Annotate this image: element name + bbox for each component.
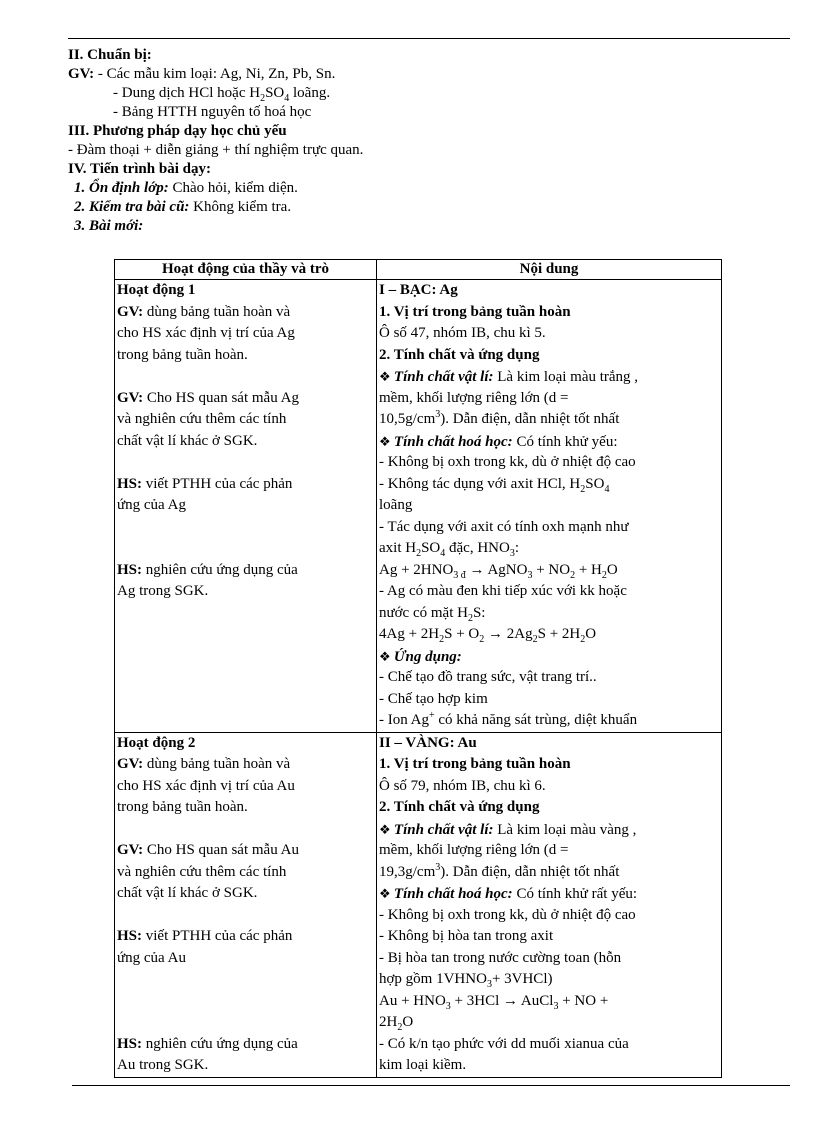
- text-run: + NO +: [558, 992, 609, 1009]
- cell-line: [117, 991, 374, 1013]
- text-run: loãng.: [289, 85, 331, 101]
- cell-line: [379, 538, 719, 560]
- text-run: chất vật lí khác ở SGK.: [117, 432, 258, 449]
- text-run: Có tính khử yếu:: [512, 433, 618, 450]
- cell-line: [379, 926, 719, 948]
- text-run: GV:: [68, 66, 98, 82]
- text-run: có khả năng sát trùng, diệt khuẩn: [434, 712, 638, 728]
- cell-line: [379, 560, 719, 582]
- text-run: dùng bảng tuần hoàn và: [143, 756, 291, 772]
- text-run: Tính chất hoá học:: [393, 433, 513, 450]
- text-run: Ứng dụng:: [393, 648, 462, 665]
- cell-line: [379, 797, 719, 819]
- text-run: - Chế tạo đồ trang sức, vật trang trí..: [379, 669, 597, 685]
- text-run: Chào hỏi, kiểm diện.: [168, 180, 298, 196]
- text-run: chất vật lí khác ở SGK.: [117, 885, 258, 901]
- text-run: O: [402, 1014, 414, 1030]
- cell-line: [379, 388, 719, 410]
- header-line: [68, 179, 788, 198]
- text-run: IV. Tiến trình bài dạy:: [68, 161, 211, 177]
- text-run: 2: [532, 634, 538, 645]
- table-row: [115, 280, 722, 733]
- text-run: 4Ag + 2H: [379, 626, 440, 642]
- text-run: - Bị hòa tan trong nước cường toan (hỗn: [379, 949, 622, 966]
- text-run: II – VÀNG: Au: [379, 734, 477, 751]
- cell-line: [379, 819, 719, 841]
- text-run: - Không bị oxh trong kk, dù ở nhiệt độ cao: [379, 906, 636, 923]
- text-run: +: [429, 710, 435, 721]
- cell-line: [117, 905, 374, 927]
- text-run: SO: [421, 540, 441, 556]
- text-run: GV:: [117, 303, 144, 320]
- text-run: + NO: [532, 561, 571, 578]
- cell-line: [379, 345, 719, 367]
- text-run: HS:: [117, 928, 143, 944]
- text-run: 3: [435, 409, 441, 420]
- text-run: kim loại kiềm.: [379, 1057, 467, 1073]
- text-run: Hoạt động 2: [117, 734, 196, 751]
- header-line: [68, 160, 788, 179]
- cell-line: [379, 689, 719, 711]
- cell-line: [379, 366, 719, 388]
- text-run: HS:: [117, 475, 143, 492]
- text-run: hợp gồm 1VHNO: [379, 971, 487, 987]
- text-run: 2. Tính chất và ứng dụng: [379, 346, 540, 363]
- header-line: [68, 84, 788, 103]
- cell-line: [379, 431, 719, 453]
- text-run: 2: [580, 483, 586, 495]
- text-run: nghiên cứu ứng dụng của: [142, 1035, 298, 1052]
- cell-line: [379, 302, 719, 324]
- text-run: viết PTHH của các phản: [142, 475, 293, 492]
- text-run: - Bảng HTTH nguyên tố hoá học: [113, 104, 312, 120]
- text-run: - Ion Ag: [379, 712, 429, 728]
- text-run: GV:: [117, 389, 144, 406]
- text-run: Cho HS quan sát mẫu Ag: [143, 389, 299, 406]
- text-run: 4: [284, 93, 290, 104]
- text-run: 3: [435, 861, 441, 873]
- text-run: cho HS xác định vị trí của Au: [117, 777, 295, 794]
- text-run: Ag trong SGK.: [117, 583, 209, 599]
- cell-line: [117, 495, 374, 517]
- text-run: 1. Vị trí trong bảng tuần hoàn: [379, 303, 571, 320]
- cell-line: [117, 452, 374, 474]
- text-run: - Tác dụng với axit có tính oxh mạnh như: [379, 518, 629, 535]
- cell-line: [379, 409, 719, 431]
- cell-line: [379, 1012, 719, 1034]
- text-run: đặc, HNO: [445, 540, 510, 556]
- text-run: S + 2H: [537, 626, 581, 642]
- col-header-content: Nội dung: [377, 260, 722, 280]
- text-run: 19,3g/cm: [379, 863, 436, 880]
- header-line: [68, 198, 788, 217]
- text-run: Là kim loại màu vàng ,: [493, 821, 637, 838]
- text-run: 2. Tính chất và ứng dụng: [379, 799, 540, 815]
- text-run: Không kiểm tra.: [189, 199, 292, 215]
- text-run: HS:: [117, 561, 143, 578]
- text-run: + 3VHCl): [491, 971, 553, 987]
- cell-line: [117, 862, 374, 884]
- cell-line: [117, 517, 374, 539]
- text-run: O: [606, 561, 618, 578]
- text-run: Au trong SGK.: [117, 1057, 209, 1073]
- text-run: 10,5g/cm: [379, 411, 436, 427]
- cell-line: [379, 862, 719, 884]
- cell-line: [117, 776, 374, 798]
- text-run: Tính chất hoá học:: [393, 886, 513, 902]
- text-run: 3 đ: [453, 569, 466, 581]
- col-header-activities: Hoạt động của thầy và trò: [115, 260, 377, 280]
- text-run: HS:: [117, 1035, 143, 1052]
- text-run: ứng của Ag: [117, 497, 186, 513]
- text-run: 2: [467, 612, 473, 624]
- cell-line: [117, 840, 374, 862]
- text-run: 4: [604, 483, 610, 495]
- text-run: và nghiên cứu thêm các tính: [117, 411, 287, 427]
- cell-line: [379, 624, 719, 646]
- header-line: [68, 122, 788, 141]
- cell-line: [379, 776, 719, 798]
- bottom-rule: [72, 1085, 790, 1086]
- cell-line: [117, 926, 374, 948]
- cell-line: [379, 474, 719, 496]
- text-run: I – BẠC: Ag: [379, 282, 458, 298]
- text-run: viết PTHH của các phản: [142, 928, 293, 944]
- cell-line: [379, 581, 719, 603]
- text-run: ). Dẫn điện, dẫn nhiệt tốt nhất: [440, 863, 620, 880]
- text-run: III. Phương pháp dạy học chủ yếu: [68, 123, 287, 139]
- diamond-bullet-icon: ❖: [379, 821, 394, 837]
- text-run: → 2Ag: [484, 626, 533, 642]
- cell-line: [117, 969, 374, 991]
- cell-line: [117, 345, 374, 367]
- text-run: Ô số 79, nhóm IB, chu kì 6.: [379, 777, 546, 794]
- text-run: O: [585, 626, 597, 642]
- text-run: nghiên cứu ứng dụng của: [142, 561, 298, 578]
- text-run: 4: [440, 548, 446, 559]
- text-run: và nghiên cứu thêm các tính: [117, 863, 287, 880]
- header-line: [68, 46, 788, 65]
- text-run: Có tính khử rất yếu:: [512, 886, 638, 902]
- text-run: SO: [265, 85, 285, 101]
- header-line: [68, 103, 788, 122]
- text-run: 3: [527, 569, 533, 581]
- cell-line: [379, 280, 719, 302]
- text-run: Tính chất vật lí:: [393, 821, 494, 838]
- text-run: - Các mẫu kim loại: Ag, Ni, Zn, Pb, Sn.: [97, 66, 336, 82]
- text-run: 3: [445, 1000, 451, 1012]
- text-run: - Đàm thoại + diễn giảng + thí nghiệm trực quan.: [68, 142, 364, 158]
- text-run: nước có mặt H: [379, 604, 468, 621]
- text-run: + 3HCl → AuCl: [450, 992, 554, 1009]
- cell-line: [117, 797, 374, 819]
- diamond-bullet-icon: ❖: [379, 886, 394, 901]
- text-run: Tính chất vật lí:: [393, 369, 494, 385]
- cell-line: [117, 1034, 374, 1056]
- cell-line: [117, 733, 374, 755]
- cell-line: [379, 905, 719, 927]
- cell-line: [379, 667, 719, 689]
- cell-line: [117, 302, 374, 324]
- cell-line: [117, 474, 374, 496]
- cell-line: [117, 366, 374, 388]
- activity-cell: [115, 280, 377, 733]
- cell-line: [379, 883, 719, 905]
- text-run: 2H: [379, 1014, 398, 1030]
- cell-line: [379, 710, 719, 732]
- text-run: mềm, khối lượng riêng lớn (d =: [379, 842, 569, 858]
- cell-line: [117, 409, 374, 431]
- cell-line: [379, 495, 719, 517]
- text-run: 2: [601, 569, 607, 581]
- cell-line: [379, 733, 719, 755]
- text-run: - Ag có màu đen khi tiếp xúc với kk hoặc: [379, 583, 627, 599]
- cell-line: [379, 1055, 719, 1077]
- text-run: Hoạt động 1: [117, 282, 196, 298]
- cell-line: [379, 452, 719, 474]
- text-run: ). Dẫn điện, dẫn nhiệt tốt nhất: [440, 411, 620, 427]
- cell-line: [117, 1012, 374, 1034]
- content-cell: [377, 732, 722, 1077]
- text-run: 2: [416, 548, 422, 559]
- text-run: 3. Bài mới:: [74, 218, 144, 234]
- text-run: - Chế tạo hợp kim: [379, 690, 488, 707]
- text-run: II. Chuẩn bị:: [68, 47, 152, 63]
- cell-line: [117, 388, 374, 410]
- text-run: 2: [397, 1022, 403, 1033]
- header-line: [68, 217, 788, 236]
- cell-line: [379, 646, 719, 668]
- diamond-bullet-icon: ❖: [379, 433, 394, 449]
- cell-line: [117, 1055, 374, 1077]
- top-rule: [68, 38, 790, 39]
- text-run: :: [514, 540, 520, 556]
- cell-line: [379, 840, 719, 862]
- text-run: 2. Kiểm tra bài cũ:: [74, 199, 190, 215]
- text-run: axit H: [379, 540, 417, 556]
- text-run: - Dung dịch HCl hoặc H: [113, 85, 261, 101]
- text-run: Cho HS quan sát mẫu Au: [143, 842, 299, 858]
- diamond-bullet-icon: ❖: [379, 648, 394, 664]
- text-run: trong bảng tuần hoàn.: [117, 346, 248, 363]
- text-run: - Không bị oxh trong kk, dù ở nhiệt độ cao: [379, 454, 636, 470]
- text-run: 1. Vị trí trong bảng tuần hoàn: [379, 756, 571, 772]
- text-run: mềm, khối lượng riêng lớn (d =: [379, 389, 569, 406]
- activity-cell: [115, 732, 377, 1077]
- text-run: Ô số 47, nhóm IB, chu kì 5.: [379, 325, 546, 341]
- cell-line: [379, 991, 719, 1013]
- text-run: SO: [585, 475, 605, 492]
- cell-line: [379, 517, 719, 539]
- text-run: 3: [486, 979, 492, 990]
- cell-line: [379, 603, 719, 625]
- cell-line: [379, 948, 719, 970]
- text-run: 2: [570, 569, 576, 581]
- text-run: → AgNO: [465, 561, 528, 578]
- text-run: 2: [439, 634, 445, 645]
- content-cell: [377, 280, 722, 733]
- text-run: S + O: [444, 626, 480, 642]
- text-run: 2: [580, 634, 586, 645]
- cell-line: [379, 1034, 719, 1056]
- text-run: 2: [479, 634, 485, 645]
- text-run: + H: [575, 561, 602, 578]
- cell-line: [117, 538, 374, 560]
- cell-line: [117, 280, 374, 302]
- cell-line: [117, 754, 374, 776]
- text-run: - Không bị hòa tan trong axit: [379, 928, 554, 944]
- cell-line: [117, 560, 374, 582]
- lesson-header: [68, 46, 788, 236]
- text-run: dùng bảng tuần hoàn và: [143, 303, 291, 320]
- text-run: S:: [472, 604, 486, 621]
- text-run: - Không tác dụng với axit HCl, H: [379, 475, 581, 492]
- cell-line: [117, 431, 374, 453]
- text-run: trong bảng tuần hoàn.: [117, 799, 248, 815]
- text-run: loãng: [379, 497, 413, 513]
- table-header-row: [115, 260, 722, 280]
- cell-line: [379, 969, 719, 991]
- text-run: GV:: [117, 842, 144, 858]
- text-run: 2: [260, 93, 266, 104]
- text-run: ứng của Au: [117, 949, 186, 966]
- text-run: Là kim loại màu trắng ,: [493, 369, 639, 385]
- cell-line: [117, 819, 374, 841]
- lesson-table: [114, 259, 722, 1078]
- text-run: Au + HNO: [379, 992, 446, 1009]
- cell-line: [379, 754, 719, 776]
- cell-line: [117, 581, 374, 603]
- text-run: 3: [509, 548, 515, 559]
- cell-line: [117, 883, 374, 905]
- text-run: 1. Ổn định lớp:: [74, 180, 169, 196]
- header-line: [68, 65, 788, 84]
- text-run: GV:: [117, 756, 144, 772]
- table-row: [115, 732, 722, 1077]
- text-run: - Có k/n tạo phức với dd muối xianua của: [379, 1035, 629, 1052]
- diamond-bullet-icon: ❖: [379, 369, 394, 384]
- text-run: 3: [553, 1000, 559, 1012]
- cell-line: [117, 948, 374, 970]
- text-run: cho HS xác định vị trí của Ag: [117, 325, 295, 341]
- header-line: [68, 141, 788, 160]
- cell-line: [117, 323, 374, 345]
- text-run: Ag + 2HNO: [379, 561, 454, 578]
- cell-line: [379, 323, 719, 345]
